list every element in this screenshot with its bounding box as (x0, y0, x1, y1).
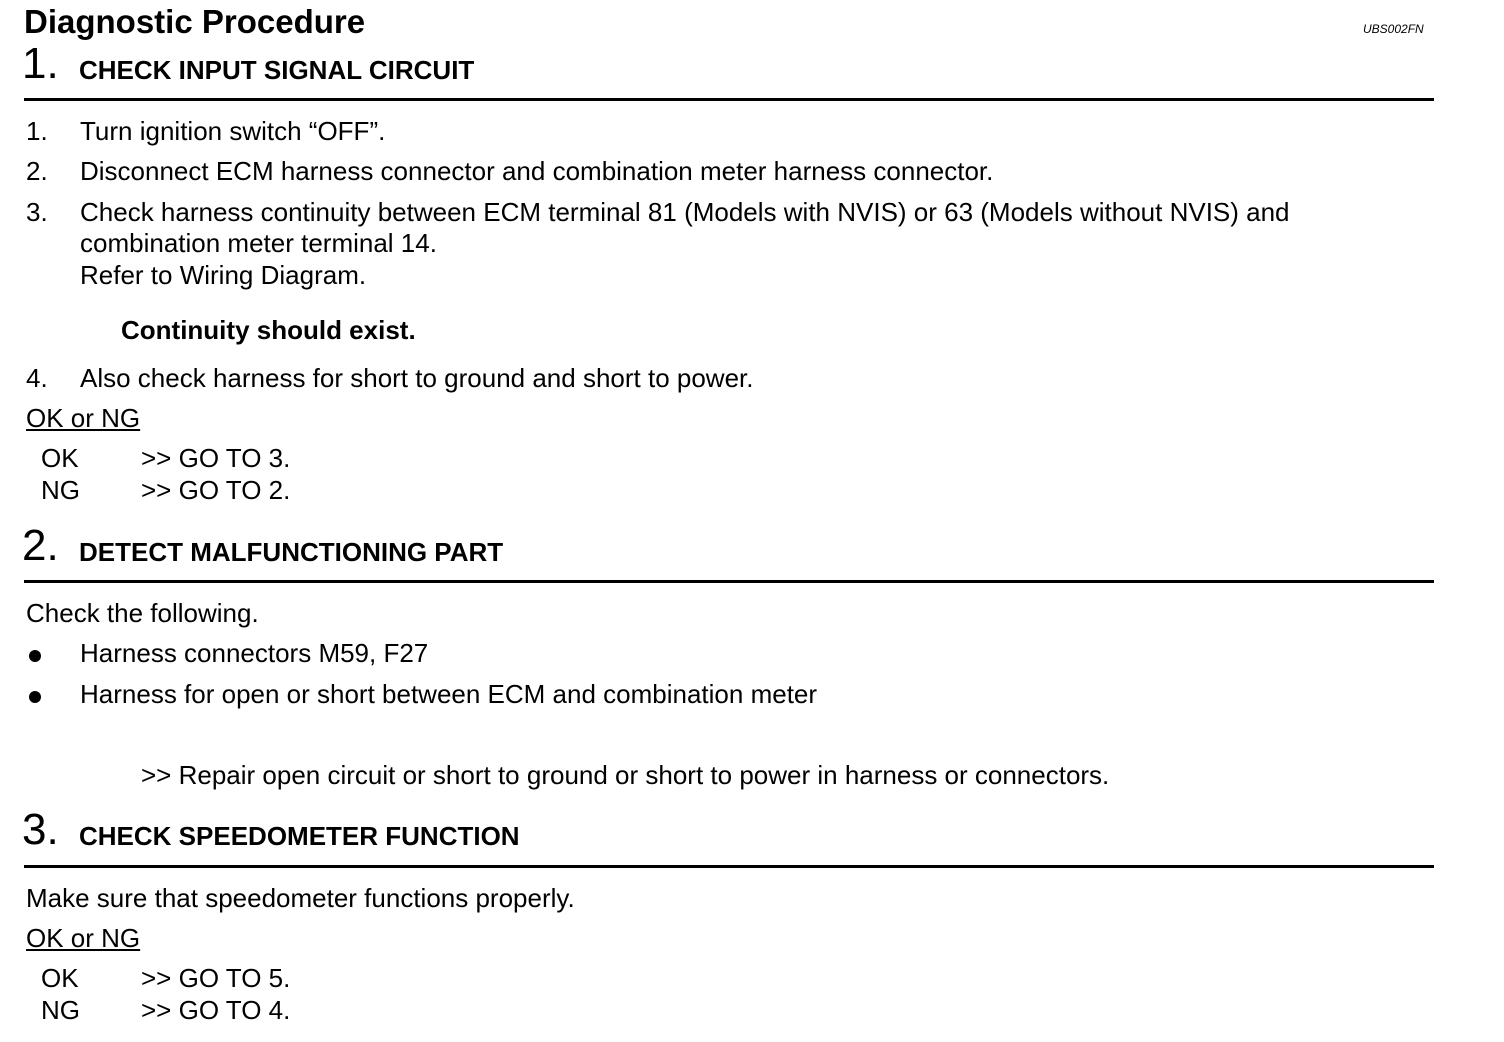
step-3-divider (24, 865, 1434, 868)
step-2-action: >> Repair open circuit or short to ground or short to power in harness or connectors. (141, 760, 1110, 790)
step-1-item-4-number: 4. (26, 363, 48, 393)
step-2-divider (24, 580, 1434, 583)
step-1-result-ng-key: NG (41, 475, 80, 505)
page-title: Diagnostic Procedure (24, 3, 366, 40)
step-1-item-2-text: Disconnect ECM harness connector and combination meter harness connector. (80, 156, 994, 186)
step-3-result-label: OK or NG (26, 923, 141, 953)
step-2-bullet-2: Harness for open or short between ECM and combination meter (80, 679, 818, 709)
step-1-item-4-text: Also check harness for short to ground and short to power. (80, 363, 754, 393)
step-1-item-3-text: Check harness continuity between ECM terminal 81 (Models with NVIS) or 63 (Models without NVIS) and (80, 197, 1290, 227)
step-1-spec: Continuity should exist. (121, 315, 416, 345)
bullet-dot (29, 650, 41, 662)
step-3-result-ng-key: NG (41, 995, 80, 1025)
step-1-item-3-number: 3. (26, 197, 48, 227)
document-id: UBS002FN (1363, 22, 1424, 36)
step-1-item-1-text: Turn ignition switch “OFF”. (80, 116, 386, 146)
step-3-number: 3. (22, 805, 59, 854)
step-3-result-ng-link[interactable]: >> GO TO 4. (141, 995, 291, 1025)
step-3-result-ok-link[interactable]: >> GO TO 5. (141, 963, 291, 993)
step-1-item-2-number: 2. (26, 156, 48, 186)
bullet-dot (29, 691, 41, 703)
step-1-item-3-text-line3: Refer to Wiring Diagram. (80, 260, 367, 290)
step-1-item-1-number: 1. (26, 116, 48, 146)
step-2-number: 2. (22, 521, 59, 570)
step-1-result-ng-link[interactable]: >> GO TO 2. (141, 475, 291, 505)
step-1-result-ok-key: OK (41, 443, 79, 473)
step-2-bullet-1: Harness connectors M59, F27 (80, 638, 429, 668)
step-1-divider (24, 98, 1434, 101)
step-1-item-3-text-line2: combination meter terminal 14. (80, 228, 437, 258)
step-3-intro: Make sure that speedometer functions properly. (26, 883, 575, 913)
step-3-title: CHECK SPEEDOMETER FUNCTION (79, 821, 520, 851)
step-1-title: CHECK INPUT SIGNAL CIRCUIT (79, 55, 475, 85)
step-1-number: 1. (22, 39, 59, 88)
step-1-result-ok-link[interactable]: >> GO TO 3. (141, 443, 291, 473)
step-3-result-ok-key: OK (41, 963, 79, 993)
step-2-title: DETECT MALFUNCTIONING PART (79, 537, 504, 567)
step-2-intro: Check the following. (26, 598, 259, 628)
step-1-result-label: OK or NG (26, 403, 141, 433)
